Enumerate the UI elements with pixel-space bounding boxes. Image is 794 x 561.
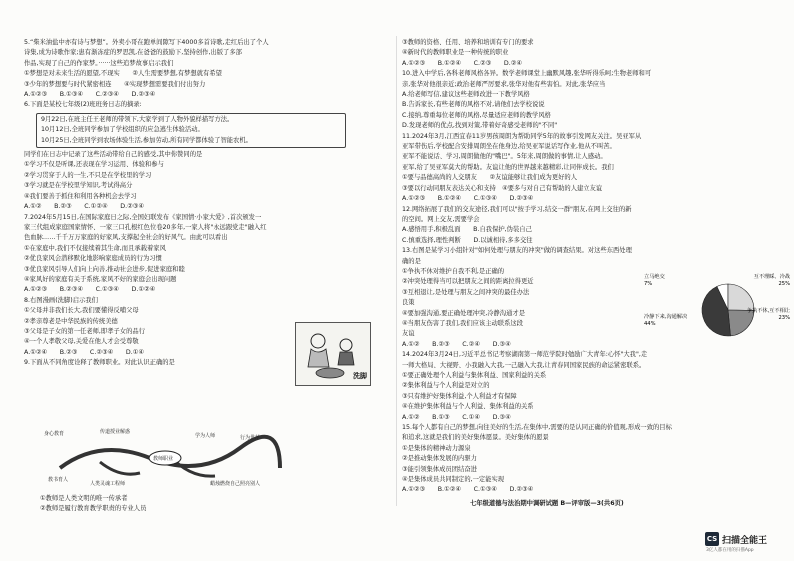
cartoon-caption: 洗脚 bbox=[353, 372, 367, 380]
q15-option: ③能引领集体成员团结奋进 bbox=[402, 465, 477, 473]
q14-choices: A.①② B.①③ C.①④ D.③④ bbox=[402, 413, 511, 421]
q6-line: 同学们在日志中记录了这些活动带给自己的感受,其中你赞同的是 bbox=[24, 151, 203, 159]
question-15 bbox=[402, 423, 747, 496]
q6-log-line: 10月25日,全班同学到农场体验生活,参加劳动,所有同学都体验了智能农机。 bbox=[41, 136, 252, 144]
question-7 bbox=[24, 213, 369, 296]
q11-line: 亚军带伤后,学校配合安排周朗坐在他身边,给吴亚军说话写作业,他从不叫苦。 bbox=[402, 143, 616, 151]
q8-option: ②孝亲尊老是中华民族的传统美德 bbox=[24, 317, 118, 325]
q7-option: ①在家庭中,我们不仅接续着其生命,而且承载着家风 bbox=[24, 244, 166, 252]
q15-line: 和追求,这就是我们的美好集体愿景。美好集体的愿景 bbox=[402, 434, 549, 442]
watermark-tagline: 3亿人都在用的扫描App bbox=[706, 548, 754, 553]
pie-category-label: 冷静下来,沟通解决 bbox=[644, 314, 688, 320]
q6-option: ①学习不仅是听课,还表现在学习运用、体验和参与 bbox=[24, 161, 164, 169]
q11-option: ③要以行动同朋友表达关心和支持 ④要多与对自己有帮助的人建立友谊 bbox=[402, 184, 603, 192]
q13-option: ①争执不休对维护自我不利,是正确的 bbox=[402, 267, 505, 275]
q8-option: ③父母是子女的第一任老师,即孝子女的品行 bbox=[24, 327, 145, 335]
map-label: 学为人师 bbox=[195, 433, 216, 439]
q6-option: ③学习就是在学校里学知识,考试得高分 bbox=[24, 182, 133, 190]
q5-choices: A.①②③ B.①③④ C.②③④ D.②③④ bbox=[24, 91, 156, 99]
q8-choices: A.①②④ B.②③ C.②③④ D.①④ bbox=[24, 348, 145, 356]
q11-choices: A.①②③ B.①②④ C.①③④ D.②③④ bbox=[402, 195, 534, 203]
q12-line: 12.网络拓展了我们的交友途径,我们可以"按手学习,结交一群"朋友,在网上交往的新 bbox=[402, 205, 632, 213]
q6-log-line: 10月12日,全班同学参加了学校组织的应急逃生体验活动。 bbox=[41, 126, 204, 134]
pie-value-label: 44% bbox=[644, 321, 656, 327]
watermark-name: 扫描全能王 bbox=[722, 535, 768, 546]
q6-intro: 6.下面是某校七年级(2)班班务日志的摘录: bbox=[24, 101, 142, 109]
q5-line: 诗集,成为诗歌作家;患有渐冻症的罗思凯,在爸爸的鼓励下,坚持创作,出版了多部 bbox=[24, 49, 242, 57]
q5-line: 5.“柴米油盐中亦有诗与梦想”。外卖小哥在跑单间隙写下4000多首诗歌,走红后出了个人 bbox=[24, 39, 269, 46]
question-12 bbox=[402, 205, 747, 247]
question-8 bbox=[24, 296, 289, 358]
q8-line: 8.右图漫画(洗脚)启示我们 bbox=[24, 296, 98, 304]
q8-option: ①父母并非我们长大,我们要懂得反哺父母 bbox=[24, 307, 139, 315]
washing-feet-cartoon bbox=[295, 322, 371, 386]
q7-line: 家三代组成家庭国家情怀、一家三口孔根红色位卷20多年,一家人将"永远跟党走"融入红 bbox=[24, 223, 267, 231]
q9-stem: 9.下面从不同角度诠释了教师职业。对此认识正确的是 bbox=[24, 359, 175, 367]
q6-choices: A.①② B.②③ C.①②④ D.②③④ bbox=[24, 203, 145, 211]
q10-option: C.接纳,尊重每位老师的风格,尽量适应老师的教学风格 bbox=[402, 111, 551, 119]
q9-option: ①教师是人类文明的唯一传承者 bbox=[40, 495, 128, 502]
q13-option: ③互相退让,是处理与朋友之间冲突的最佳办法 bbox=[402, 288, 530, 296]
conflict-survey-chart bbox=[640, 268, 790, 348]
column-divider bbox=[396, 36, 397, 506]
question-14 bbox=[402, 350, 747, 423]
q14-line: 一师大格局、大视野、小我融入大我,一己融入大我,让青春同国家民族的命运紧密联系。 bbox=[402, 361, 646, 369]
q13-option: ④当朋友伤害了我们,我们应该主动联系这段 bbox=[402, 319, 523, 327]
q10-line: 亲,张华对他很亲近;政治老师严厉要求,张华对他有些害怕。对此,张华应当 bbox=[402, 80, 606, 88]
q11-option: ①要与品德高尚的人交朋友 ②友谊能够让我们成为更好的人 bbox=[402, 174, 578, 182]
q14-option: ①要正确处理个人利益与集体利益、国家利益的关系 bbox=[402, 372, 547, 379]
left-column bbox=[24, 38, 369, 369]
q13-line: 确的是 bbox=[402, 257, 421, 265]
page-footer: 七年级道德与法治期中调研试题 B—评审版—3(共6页) bbox=[470, 500, 624, 507]
q9-option: ③教师的资格、任用、培养和培训有专门的要求 bbox=[402, 39, 534, 46]
map-label: 人类灵魂工程师 bbox=[90, 481, 126, 487]
q13-option: 友谊 bbox=[402, 330, 415, 338]
q14-option: ④在维护集体利益与个人利益、集体利益的关系 bbox=[402, 403, 534, 411]
pie-category-label: 争执不休,互不相让 bbox=[746, 308, 790, 314]
q11-line: 亚军不能说话、学习,周朗做他的"嘴巴"。5年来,周朗做的事情,让人感动。 bbox=[402, 153, 607, 161]
map-label: 传道授业解惑 bbox=[100, 429, 131, 435]
camscanner-logo-icon: CS bbox=[705, 532, 719, 546]
q13-option: 良策 bbox=[402, 299, 415, 307]
q8-option: ④一个人孝敬父母,关爱在他人才会受尊敬 bbox=[24, 338, 139, 346]
right-column bbox=[402, 38, 747, 496]
q7-line: 色血脉……千千万万家庭的好家风,支撑起全社会的好风气。由此可以看出 bbox=[24, 234, 228, 242]
q12-choices: A.感悟用手,积极乱面 B.自我保护,伪装自己 bbox=[402, 226, 532, 234]
q11-line: 亚军,给了吴亚军莫大的帮助。友谊让他的世界越来越精彩,让同伴成长。我们 bbox=[402, 163, 614, 171]
pie-value-label: 23% bbox=[778, 315, 790, 321]
q7-line: 7.2024年5月15日,在国际家庭日之际,全国妇联发布《家国情·小家大爱》,首次颁发一 bbox=[24, 213, 262, 221]
question-11 bbox=[402, 132, 747, 205]
q6-log-box bbox=[36, 113, 346, 148]
q12-line: 的空间。网上交友,需要学会 bbox=[402, 215, 480, 223]
q7-choices: A.①②③ B.②③④ C.①③④ D.①②④ bbox=[24, 286, 156, 294]
map-label: 蜡烛燃烧自己照亮别人 bbox=[210, 481, 261, 487]
pie-category-label: 互不理睬、冷战 bbox=[753, 274, 790, 280]
pie-category-label: 立马绝交 bbox=[644, 274, 665, 280]
q5-option: ③少年的梦想要与时代紧密相连 ④实现梦想需要我们付出努力 bbox=[24, 80, 206, 88]
q15-option: ①是集体的精神动力源泉 bbox=[402, 444, 471, 452]
q10-option: B.告诉家长,有些老师的风格不对,请他们去学校说说 bbox=[402, 101, 545, 109]
q13-option: ②冲突处理得当可以把朋友之间的距离拉得更近 bbox=[402, 278, 534, 286]
q9-option: ④新时代的教师职业是一种传统的职业 bbox=[402, 49, 509, 57]
question-13 bbox=[402, 246, 642, 350]
q15-option: ④是集体成员共同制定的,一定能实现 bbox=[402, 476, 505, 484]
teacher-mind-map bbox=[40, 428, 290, 490]
q5-option: ①梦想是对未来生活的愿望,不现实 ②人生需要梦想,有梦想就有希望 bbox=[24, 70, 222, 78]
q12-choices: C.慎重选择,理性判断 D.以诚相待,多多交往 bbox=[402, 236, 533, 244]
map-label-center: 教师职业 bbox=[153, 456, 174, 462]
q13-line: 13.右图是某学习小组针对"如何处理与朋友的冲突"做的调查结果。对这些东西处理 bbox=[402, 247, 632, 255]
q10-option: D.发现老师的优点,找到对策,带着好奇感受老师的"不同" bbox=[402, 122, 558, 130]
map-label: 教书育人 bbox=[48, 477, 69, 483]
q9-option: ②教师是履行教育教学职责的专业人员 bbox=[40, 505, 147, 513]
question-6 bbox=[24, 100, 369, 212]
scanner-watermark bbox=[705, 532, 767, 546]
map-label: 行为世范 bbox=[240, 435, 261, 441]
pie-slice-2 bbox=[728, 284, 754, 310]
q15-option: ②是推动集体发展的内驱力 bbox=[402, 455, 477, 463]
q6-option: ④我们要善于抓住和利用各种机会去学习 bbox=[24, 192, 137, 200]
map-label: 身心教育 bbox=[44, 431, 65, 437]
q10-option: A.给老师写信,建议这些老师改进一下教学风格 bbox=[402, 91, 530, 99]
q13-choices: A.①② B.②③ C.②④ D.③④ bbox=[402, 340, 511, 348]
q9-options bbox=[40, 494, 146, 515]
question-9-continued bbox=[402, 38, 747, 69]
q14-line: 14.2024年3月24日,习近平总书记考察湖南第一师范学院时勉励广大青年:心怀"大我",走 bbox=[402, 351, 648, 359]
q6-option: ②学习贯穿于人的一生,不只是在学校里的学习 bbox=[24, 171, 152, 179]
q7-option: ④家风好的家庭有关于系统,家风不好的家庭会出现问题 bbox=[24, 275, 177, 283]
q10-line: 10.进入中学后,各科老师风格各异。数学老师课堂上幽默风趣,张华听得乐呵;生物老师和可 bbox=[402, 70, 652, 78]
q7-option: ③优良家风引导人们向上向善,推动社会进步,促进家庭和睦 bbox=[24, 265, 185, 273]
q9-choices: A.①②③ B.①②④ C.②③ D.②④ bbox=[402, 59, 523, 67]
q14-option: ③只有维护好集体利益,个人利益才有保障 bbox=[402, 392, 517, 400]
pie-value-label: 7% bbox=[644, 281, 653, 287]
q11-line: 11.2024年3月,江西宜春11岁男孩周朗为帮助同学5年的故事引发网友关注。吴亚军从 bbox=[402, 132, 642, 140]
pie-value-label: 25% bbox=[778, 281, 790, 287]
q15-line: 15.每个人都有自己的梦想,向往美好的生活,在集体中,需要的是认同正确的价值观,形成一致的目标 bbox=[402, 424, 672, 432]
q7-option: ②优良家风会潜移默化地影响家庭成员的行为习惯 bbox=[24, 255, 162, 263]
q14-option: ②集体利益与个人利益是对立的 bbox=[402, 382, 490, 390]
q13-option: ④要加强沟通,要正确处理冲突,冷静沟通才是 bbox=[402, 309, 525, 317]
question-5 bbox=[24, 38, 369, 100]
question-10 bbox=[402, 69, 747, 131]
q6-log-line: 9月22日,在班主任王老师的带领下,大家学到了人物外貌样描写方法。 bbox=[41, 115, 234, 123]
pie-chart-svg bbox=[640, 268, 790, 348]
q5-line: 作品,实现了自己的作家梦。······这些追梦故事启示我们 bbox=[24, 59, 174, 67]
q15-choices: A.①②③ B.①②④ C.①③④ D.②③④ bbox=[402, 486, 534, 494]
